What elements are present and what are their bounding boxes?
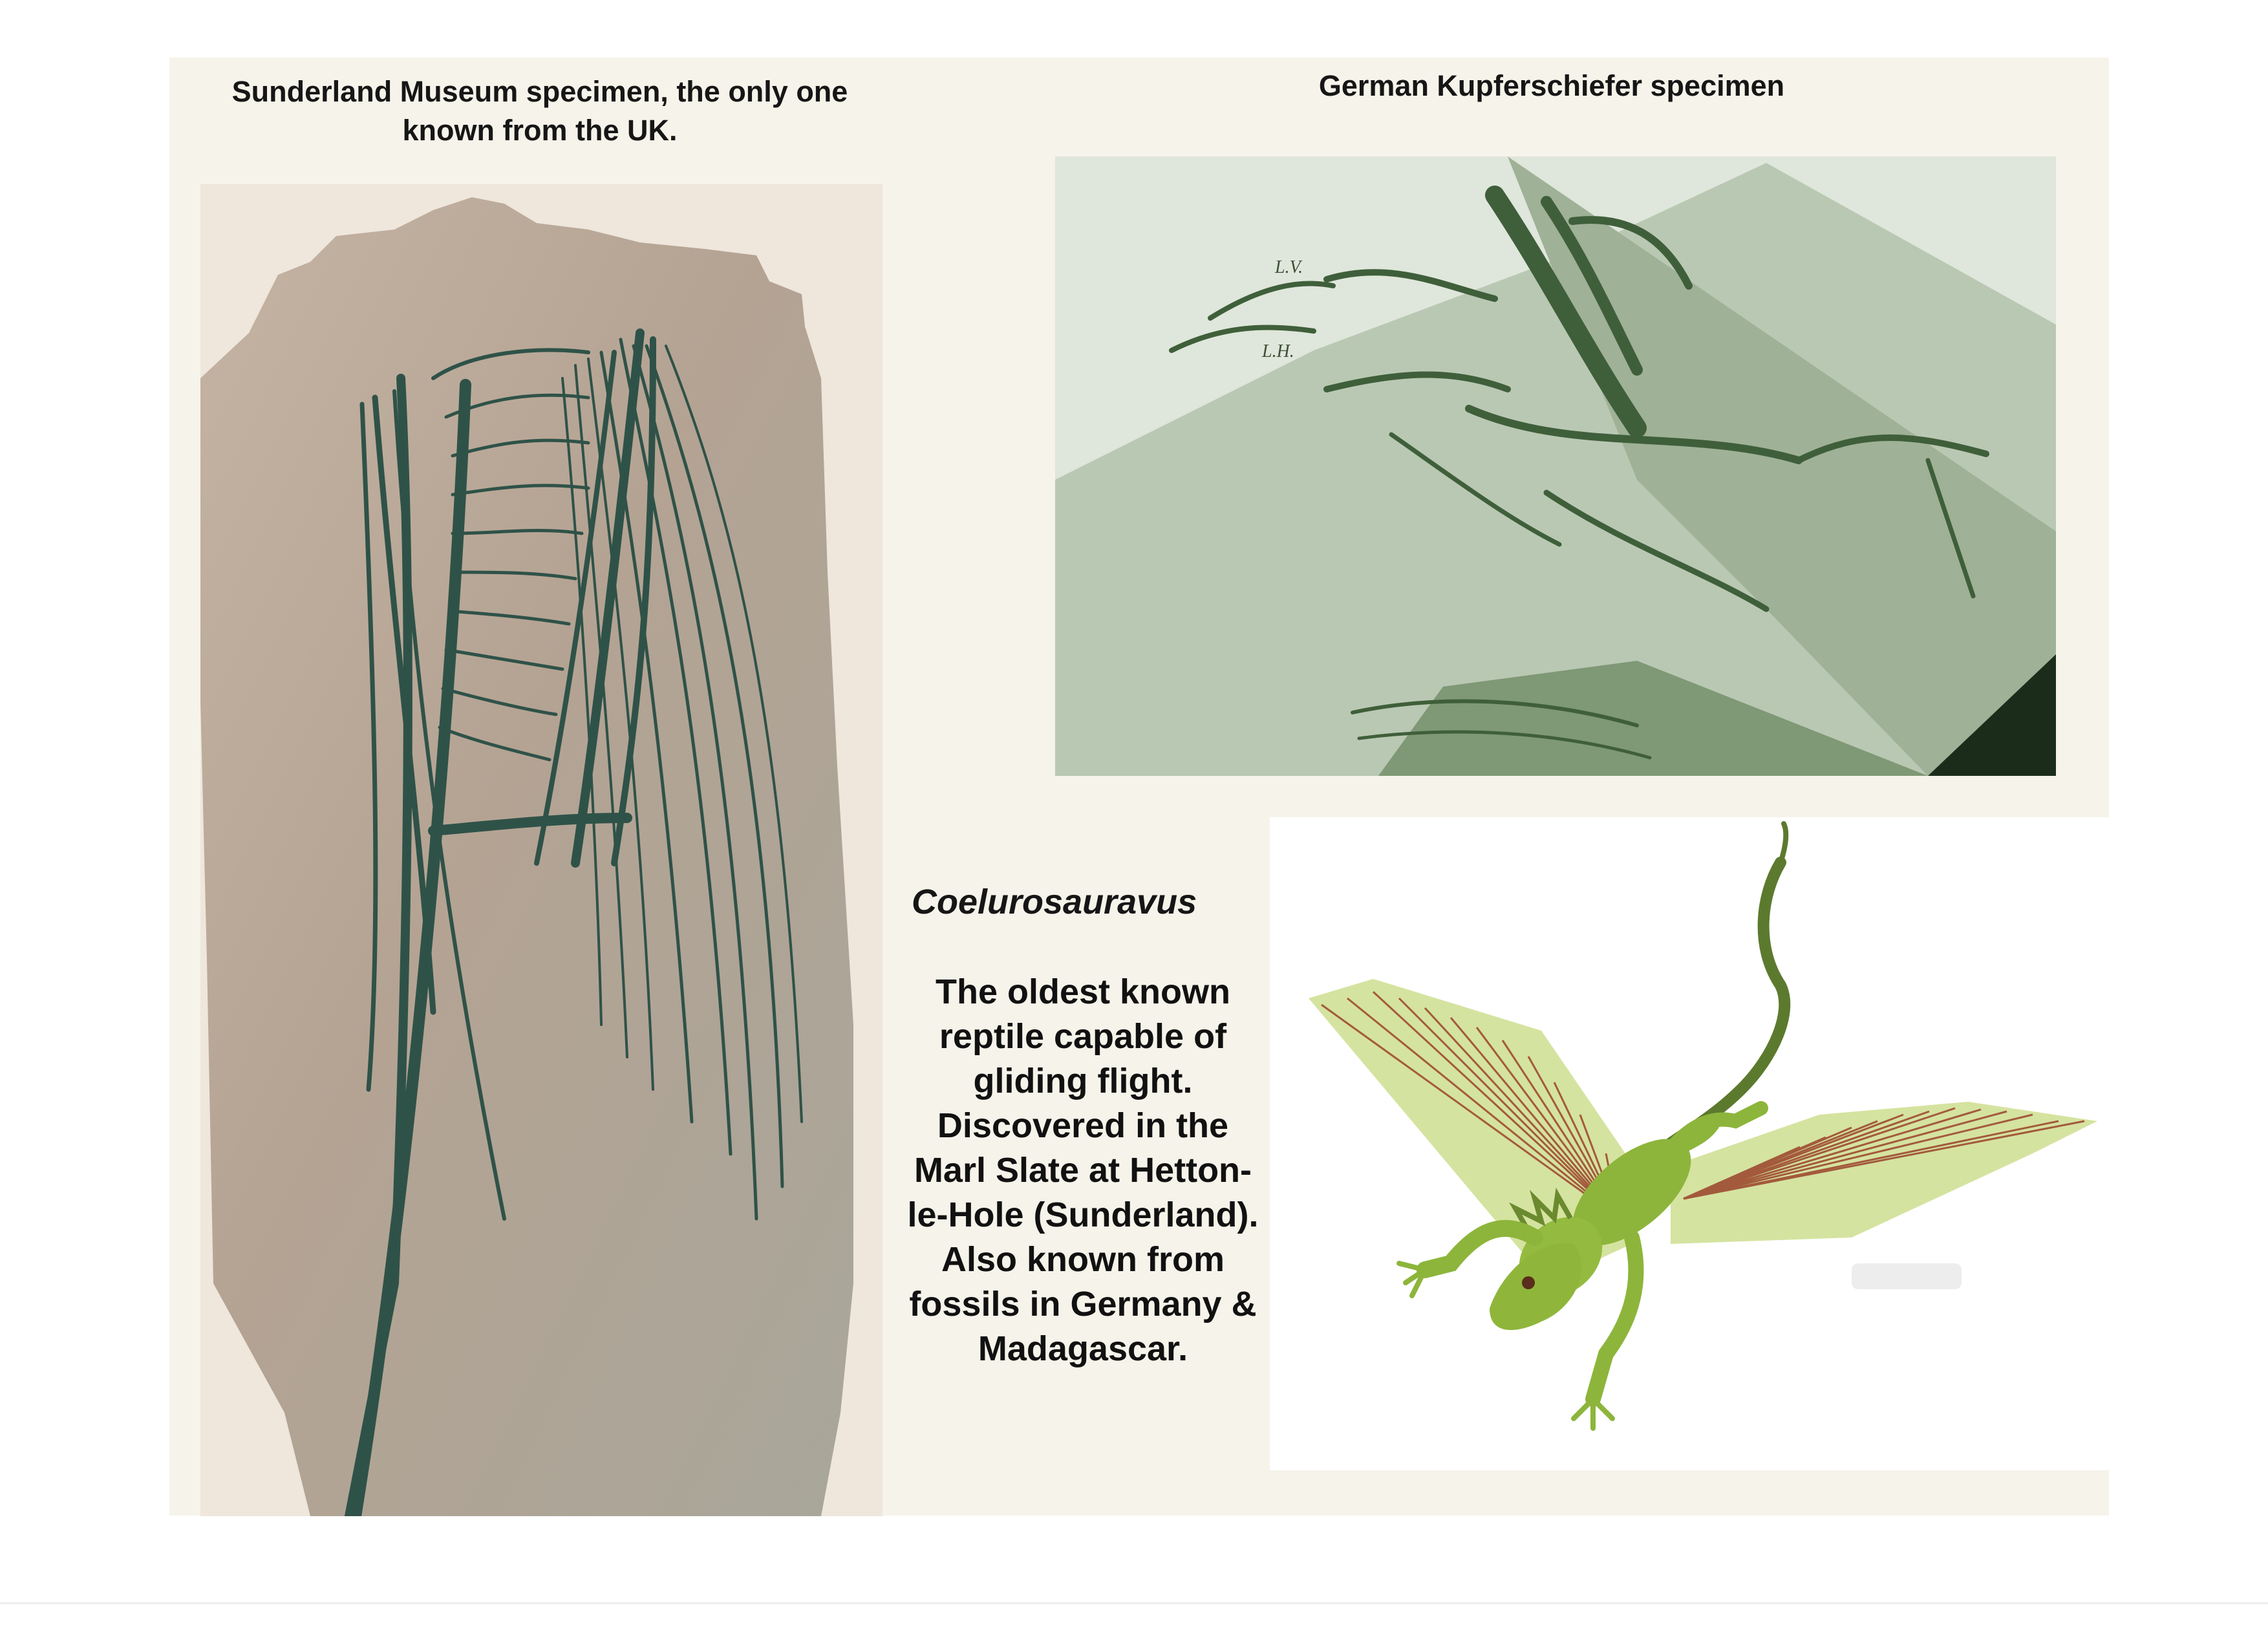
sunderland-fossil-photo xyxy=(200,184,883,1516)
scan-edge xyxy=(0,1602,2268,1604)
kupferschiefer-fossil-photo xyxy=(1055,156,2056,776)
label-lv: L.V. xyxy=(1275,257,1303,277)
label-lh: L.H. xyxy=(1262,341,1294,361)
sunderland-specimen-caption: Sunderland Museum specimen, the only one known from the UK. xyxy=(231,75,848,147)
watermark-mark xyxy=(1852,1263,1962,1289)
description-text: The oldest known reptile capable of gliding flight. Discovered in the Marl Slate at Hetton-le-Hole (Sunderland). Also known from fossils in Germany & Madagascar. xyxy=(907,972,1259,1368)
german-specimen-caption: German Kupferschiefer specimen xyxy=(1318,69,1785,102)
genus-title: Coelurosauravus xyxy=(912,883,1197,921)
glider-reconstruction-image xyxy=(1270,817,2109,1470)
